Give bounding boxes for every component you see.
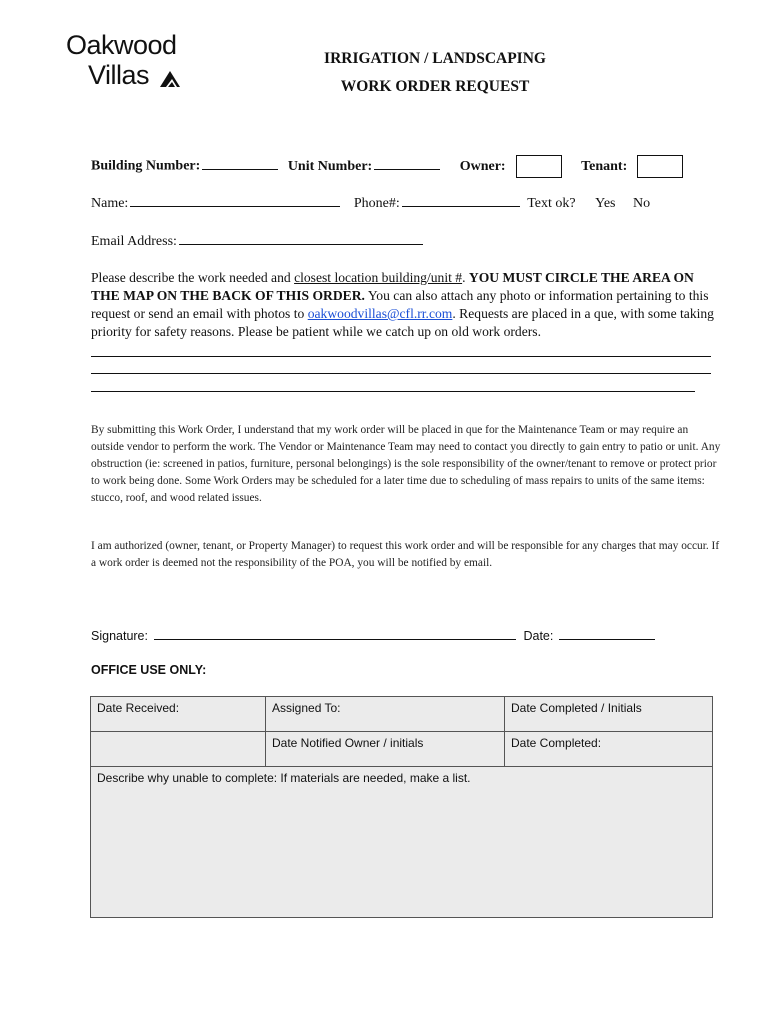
- signature-label: Signature:: [91, 629, 148, 643]
- form-title-line1: IRRIGATION / LANDSCAPING: [324, 50, 546, 67]
- owner-label: Owner:: [459, 158, 506, 174]
- tenant-checkbox[interactable]: [637, 155, 683, 178]
- work-order-disclaimer: By submitting this Work Order, I understand that my work order will be placed in que for the Maintenance Team or may require an outside vendor to perform the work. The Vendor or Maintenance Team may need to contact you directly to gain entry to patio or unit. Any obstruction (ie: screened in patios, furniture, personal belongings) is the sole responsibility of the owner/tenant to remove or protect prior to work being done. Some Work Orders may be scheduled for a later time due to scheduling of mass repairs to units of the same items: stucco, roof, and wood related issues.: [91, 424, 721, 504]
- date-completed-cell[interactable]: [505, 732, 713, 767]
- description-line-2[interactable]: [91, 373, 711, 374]
- unable-to-complete-label: Describe why unable to complete: If materials are needed, make a list.: [97, 771, 471, 785]
- date-received-cell[interactable]: [91, 697, 266, 732]
- form-title-line2: WORK ORDER REQUEST: [340, 78, 530, 95]
- owner-checkbox[interactable]: [516, 155, 562, 178]
- office-use-table: [90, 696, 713, 918]
- work-description-instructions: [91, 269, 721, 341]
- unit-number-label: Unit Number:: [287, 158, 373, 174]
- empty-cell[interactable]: [91, 732, 266, 767]
- date-received-label: Date Received:: [97, 701, 180, 715]
- name-phone-row: [91, 194, 650, 212]
- email-row: [91, 232, 423, 250]
- name-label: Name:: [91, 196, 129, 211]
- instructions-text-3: You can also attach any photo or information pertaining to this request or send an email with photos to: [91, 288, 709, 321]
- office-use-heading: OFFICE USE ONLY:: [91, 663, 207, 677]
- instructions-underlined: closest location building/unit #: [294, 270, 463, 285]
- instructions-bold-map-note: YOU MUST CIRCLE THE AREA ON THE MAP ON THE BACK OF THIS ORDER.: [91, 270, 694, 303]
- date-completed-initials-cell[interactable]: [505, 697, 713, 732]
- text-ok-no-option[interactable]: No: [633, 196, 651, 211]
- instructions-text-2: .: [462, 270, 469, 285]
- assigned-to-label: Assigned To:: [272, 701, 341, 715]
- text-ok-label: Text ok?: [527, 196, 576, 211]
- description-line-3[interactable]: [91, 391, 695, 392]
- phone-label: Phone#:: [353, 196, 400, 211]
- tenant-label: Tenant:: [581, 158, 628, 174]
- date-field[interactable]: [559, 628, 655, 640]
- building-number-field[interactable]: [202, 157, 278, 170]
- date-completed-initials-label: Date Completed / Initials: [511, 701, 642, 715]
- date-notified-cell[interactable]: [266, 732, 505, 767]
- date-completed-label: Date Completed:: [511, 736, 602, 750]
- text-ok-yes-option[interactable]: Yes: [595, 196, 616, 211]
- unable-to-complete-cell[interactable]: [91, 767, 713, 918]
- instructions-text-4: . Requests are placed in a que, with some taking priority for safety reasons. Please be patient while we catch up on old work orders.: [91, 306, 714, 339]
- logo-text-oakwood: Oakwood: [66, 30, 177, 60]
- signature-field[interactable]: [154, 628, 516, 640]
- authorization-statement: I am authorized (owner, tenant, or Property Manager) to request this work order and will be responsible for any charges that may occur. If a work order is deemed not the responsibility of the POA, you will be notified by email.: [91, 540, 720, 569]
- assigned-to-cell[interactable]: [266, 697, 505, 732]
- building-unit-row: [91, 155, 683, 178]
- date-label: Date:: [523, 629, 554, 643]
- phone-field[interactable]: [402, 194, 520, 207]
- description-line-1[interactable]: [91, 356, 711, 357]
- email-link[interactable]: oakwoodvillas@cfl.rr.com: [307, 306, 453, 321]
- email-field[interactable]: [179, 232, 423, 245]
- unit-number-field[interactable]: [374, 157, 440, 170]
- name-field[interactable]: [130, 194, 340, 207]
- logo-text-villas: Villas: [88, 60, 150, 90]
- building-number-label: Building Number:: [91, 158, 201, 174]
- email-label: Email Address:: [91, 234, 177, 249]
- signature-row: [91, 628, 655, 643]
- instructions-text-1: Please describe the work needed and: [91, 270, 295, 285]
- date-notified-label: Date Notified Owner / initials: [272, 736, 424, 750]
